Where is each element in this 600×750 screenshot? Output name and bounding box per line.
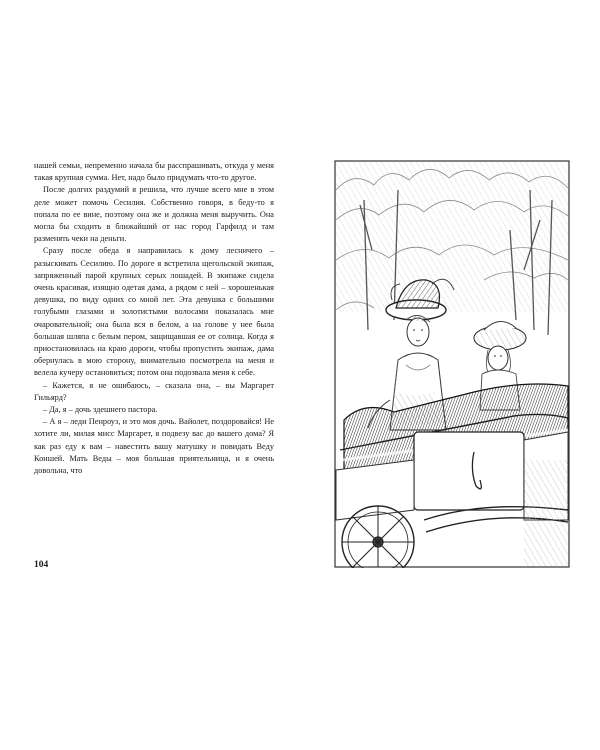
text-page [34,160,274,477]
paragraph-5: – Да, я – дочь здешнего пастора. [43,405,158,415]
carriage-illustration [334,160,570,568]
page-number: 104 [34,560,49,570]
paragraph-1: нашей семьи, непременно начала бы расспрашивать, откуда у меня такая крупная сумма. Нет, надо было придумать что-то другое. [34,161,274,183]
paragraph-2: После долгих раздумий я решила, что лучше всего мне в этом деле может помочь Сесилия. Собственно говоря, в беду-то я попала по ее вине, поэтому она же и должна меня выручить. Она могла бы сходить в ближайший от нас город Гарфилд и там разменять чеки на деньги. [34,185,274,244]
lady-face [406,315,430,346]
paragraph-3: Сразу после обеда я направилась к дому лесничего – разыскивать Сесилию. По дороге я встретила щегольской экипаж, запряженный парой крупных серых лошадей. В экипаже сидела очень красивая, изящно одетая дама, а рядом с ней – хорошенькая девушка, по виду одних со мной лет. Эта девушка с большими голубыми глазами и золотистыми волосами показалась мне очаровательной; она была вся в белом, а на голове у нее была большая шляпа с белым пером, защищавшая ее от солнца. Когда я приостановилась на краю дороги, чтобы пропустить экипаж, дама обернулась в мою сторону, внимательно посмотрела на меня и велела кучеру остановиться; потом она подозвала меня к себе. [34,246,274,378]
paragraph-4: – Кажется, я не ошибаюсь, – сказала она, – вы Маргарет Гильярд? [34,380,274,402]
pencil-sketch-illustration-icon [334,160,570,568]
carriage-door [414,432,524,510]
paragraph-6: – А я – леди Пенроуз, и это моя дочь. Вайолет, поздоровайся! Не хотите ли, милая мисс Маргарет, я подвезу вас до вашего дома? Я как раз еду к вам – навестить вашу матушку и повидать Веду Коншей. Мать Веды – моя большая приятельница, и я очень довольна, что [34,417,274,476]
